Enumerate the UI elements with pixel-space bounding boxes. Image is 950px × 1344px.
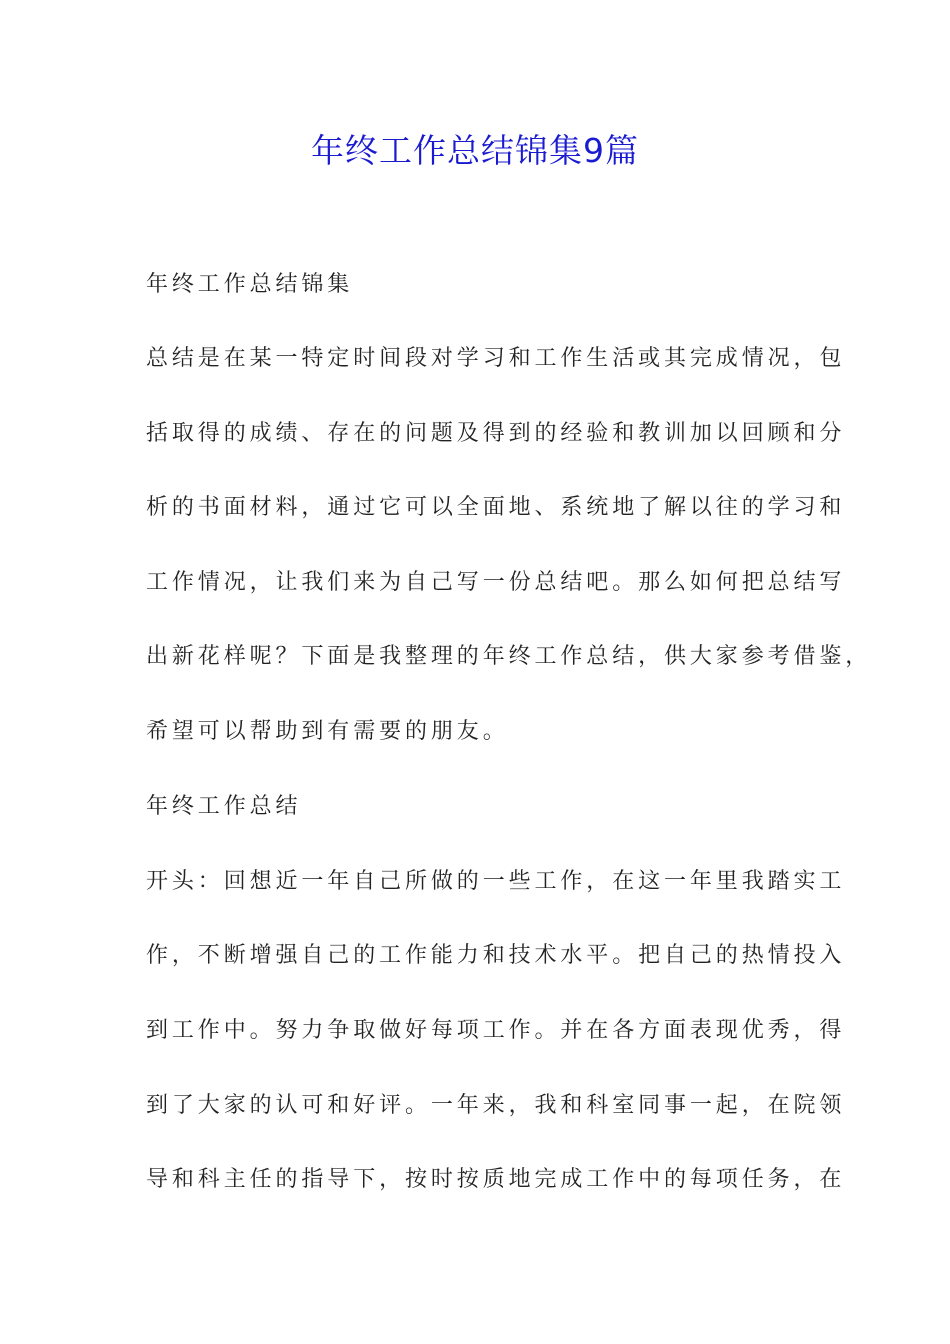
document-title: 年终工作总结锦集9篇 (311, 131, 639, 170)
paragraph-line: 到了大家的认可和好评。一年来，我和科室同事一起，在院领 (146, 1093, 846, 1118)
paragraph-line: 希望可以帮助到有需要的朋友。 (146, 719, 509, 744)
paragraph-line: 导和科主任的指导下，按时按质地完成工作中的每项任务，在 (146, 1167, 846, 1192)
section-heading: 年终工作总结锦集 (146, 272, 354, 297)
paragraph-line: 开头：回想近一年自己所做的一些工作，在这一年里我踏实工 (146, 869, 846, 894)
paragraph-line: 括取得的成绩、存在的问题及得到的经验和教训加以回顾和分 (146, 421, 846, 446)
section-heading: 年终工作总结 (146, 794, 302, 819)
paragraph-line: 析的书面材料，通过它可以全面地、系统地了解以往的学习和 (146, 495, 846, 520)
paragraph-line: 工作情况，让我们来为自己写一份总结吧。那么如何把总结写 (146, 570, 846, 595)
paragraph-line: 出新花样呢？下面是我整理的年终工作总结，供大家参考借鉴， (146, 644, 872, 669)
paragraph-line: 到工作中。努力争取做好每项工作。并在各方面表现优秀，得 (146, 1018, 846, 1043)
paragraph-line: 作，不断增强自己的工作能力和技术水平。把自己的热情投入 (146, 943, 846, 968)
paragraph-line: 总结是在某一特定时间段对学习和工作生活或其完成情况，包 (146, 346, 846, 371)
